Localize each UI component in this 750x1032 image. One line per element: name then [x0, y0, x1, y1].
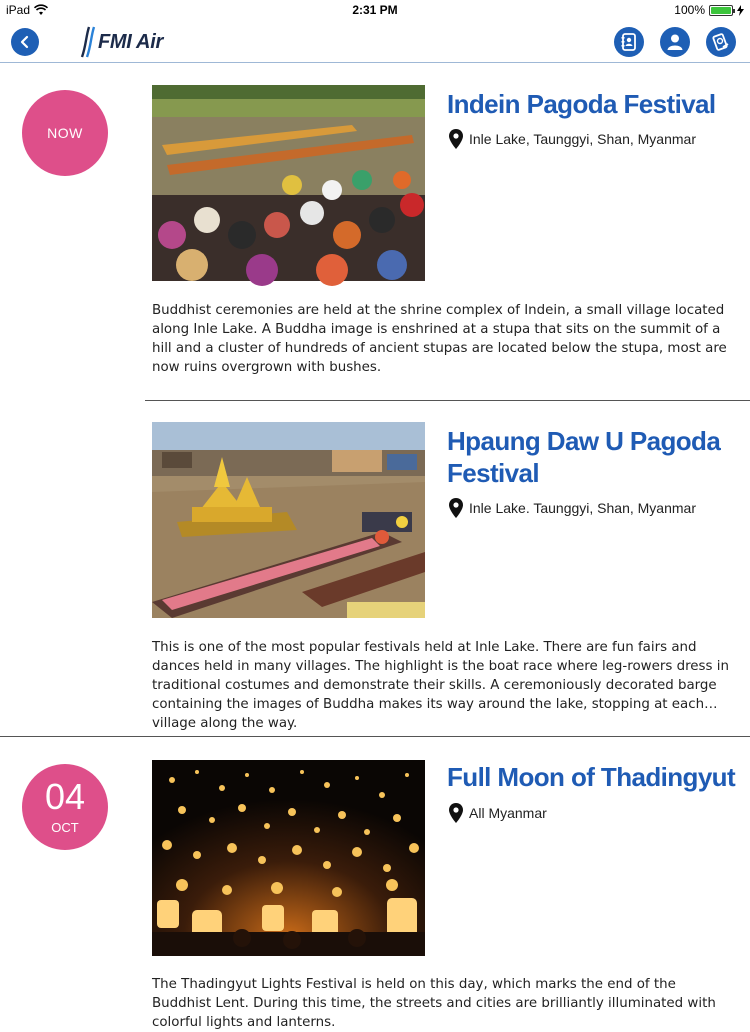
- list-divider: [0, 736, 750, 737]
- badge-label: NOW: [47, 125, 83, 141]
- event-title[interactable]: Indein Pagoda Festival: [447, 89, 716, 119]
- passport-icon: [712, 33, 730, 51]
- event-description: The Thadingyut Lights Festival is held on this day, which marks the end of the Buddhist Lent. During this time, the streets and cities are brilliantly illuminated with colorful lights and lanterns.: [152, 977, 716, 1030]
- location-pin-icon: [449, 498, 463, 518]
- status-bar: [0, 0, 750, 20]
- contacts-button[interactable]: [614, 27, 644, 57]
- back-arrow-icon: [19, 35, 31, 49]
- user-profile-icon: [666, 33, 684, 51]
- charging-bolt-icon: [737, 5, 744, 16]
- event-title[interactable]: Hpaung Daw U Pagoda Festival: [447, 426, 721, 488]
- navigation-bar: [0, 20, 750, 63]
- event-location-text: Inle Lake, Taunggyi, Shan, Myanmar: [469, 131, 696, 147]
- event-location-text: Inle Lake. Taunggyi, Shan, Myanmar: [469, 500, 696, 516]
- badge-month: OCT: [51, 820, 79, 835]
- contact-book-icon: [621, 33, 637, 51]
- battery-icon: [709, 5, 733, 16]
- status-time: 2:31 PM: [352, 3, 398, 17]
- battery-percent: 100%: [674, 3, 705, 17]
- header-actions: [614, 27, 736, 57]
- event-location: [449, 498, 696, 518]
- boat-festival-photo: [152, 85, 425, 281]
- event-location: [449, 129, 696, 149]
- logo-mark-icon: [80, 26, 96, 58]
- event-thumbnail[interactable]: [152, 760, 425, 956]
- event-thumbnail[interactable]: [152, 422, 425, 618]
- list-divider: [145, 400, 750, 401]
- event-status-badge: [22, 90, 108, 176]
- badge-day: 04: [44, 776, 86, 817]
- location-pin-icon: [449, 129, 463, 149]
- device-name: iPad: [6, 3, 31, 17]
- passport-button[interactable]: [706, 27, 736, 57]
- event-location-text: All Myanmar: [469, 805, 547, 821]
- logo-text: FMI Air: [98, 30, 163, 53]
- barge-festival-photo: [152, 422, 425, 618]
- app-logo: [80, 26, 163, 58]
- battery-indicator: [674, 3, 744, 17]
- back-button[interactable]: [11, 28, 39, 56]
- event-description: This is one of the most popular festivals held at Inle Lake. There are fun fairs and dances held in many villages. The highlight is the boat race where leg-rowers dress in traditional costumes and demonstrate their skills. A ceremoniously decorated barge containing the images of Buddha makes its way around the lake, stopping at each village along the way.: [152, 640, 729, 731]
- location-pin-icon: [449, 803, 463, 823]
- event-thumbnail[interactable]: [152, 85, 425, 281]
- lantern-festival-photo: [152, 760, 425, 956]
- event-title[interactable]: Full Moon of Thadingyut: [447, 762, 736, 792]
- event-date-badge: [22, 764, 108, 850]
- event-description: Buddhist ceremonies are held at the shrine complex of Indein, a small village located along Inle Lake. A Buddha image is enshrined at a stupa that sits on the summit of a hill and a cluster of hundreds of ancient stupas are located below the stupa, most are now ruins overgrown with bushes.: [152, 303, 727, 375]
- profile-button[interactable]: [660, 27, 690, 57]
- event-location: [449, 803, 547, 823]
